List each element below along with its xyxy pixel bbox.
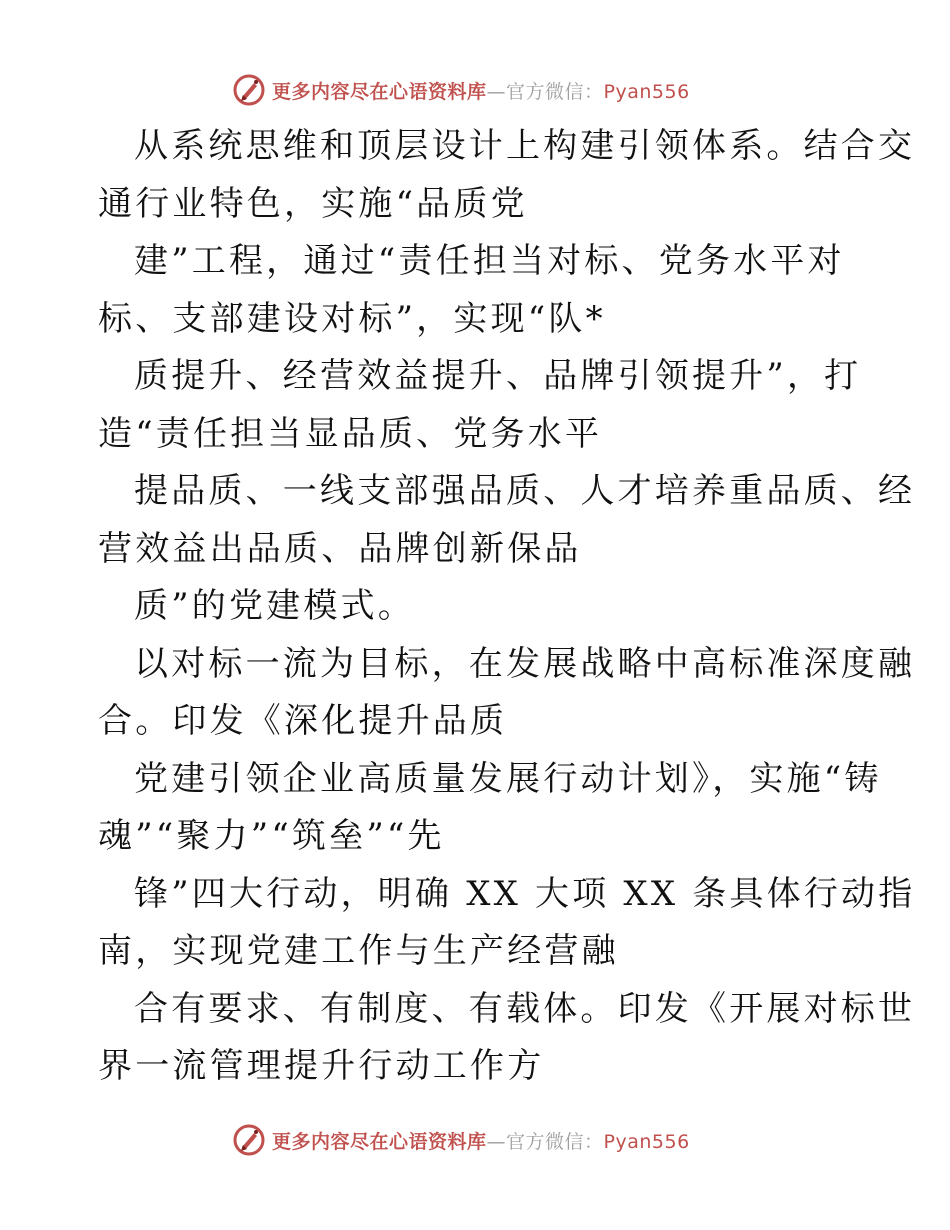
text-line: 造“责任担当显品质、党务水平	[98, 413, 603, 454]
text-line: 锋”四大行动，明确 XX 大项 XX 条具体行动指	[134, 873, 916, 914]
header-banner	[232, 72, 752, 108]
pen-logo-icon	[232, 1123, 266, 1157]
text-line: 标、支部建设对标”，实现“队*	[98, 298, 606, 339]
text-line: 党建引领企业高质量发展行动计划》，实施“铸	[134, 758, 882, 799]
banner-title: 更多内容尽在心语资料库	[272, 1130, 487, 1153]
text-line: 合。印发《深化提升品质	[98, 701, 508, 741]
banner-wechat-label: 官方微信：	[506, 1130, 604, 1153]
banner-wechat-id: Pyan556	[603, 1130, 690, 1153]
banner-separator: —	[486, 80, 507, 103]
banner-wechat-label: 官方微信：	[506, 80, 604, 103]
text-line: 从系统思维和顶层设计上构建引领体系。结合交	[134, 126, 916, 166]
text-line: 通行业特色，实施“品质党	[98, 183, 528, 224]
pen-logo-icon	[232, 73, 266, 107]
footer-banner	[232, 1122, 752, 1158]
text-line: 合有要求、有制度、有载体。印发《开展对标世	[134, 988, 916, 1029]
body-text	[98, 118, 916, 1096]
text-line: 南，实现党建工作与生产经营融	[98, 931, 619, 971]
banner-separator: —	[486, 1130, 507, 1153]
text-line: 营效益出品质、品牌创新保品	[98, 528, 582, 569]
text-line: 以对标一流为目标，在发展战略中高标准深度融	[134, 643, 916, 684]
text-line: 建”工程，通过“责任担当对标、党务水平对	[134, 241, 845, 281]
banner-wechat-id: Pyan556	[603, 80, 690, 103]
banner-title: 更多内容尽在心语资料库	[272, 80, 487, 103]
text-line: 提品质、一线支部强品质、人才培养重品质、经	[134, 471, 916, 511]
text-line: 质提升、经营效益提升、品牌引领提升”，打	[134, 356, 862, 396]
text-line: 界一流管理提升行动工作方	[98, 1046, 545, 1086]
text-line: 魂”“聚力”“筑垒”“先	[98, 816, 445, 856]
text-line: 质”的党建模式。	[134, 586, 415, 626]
